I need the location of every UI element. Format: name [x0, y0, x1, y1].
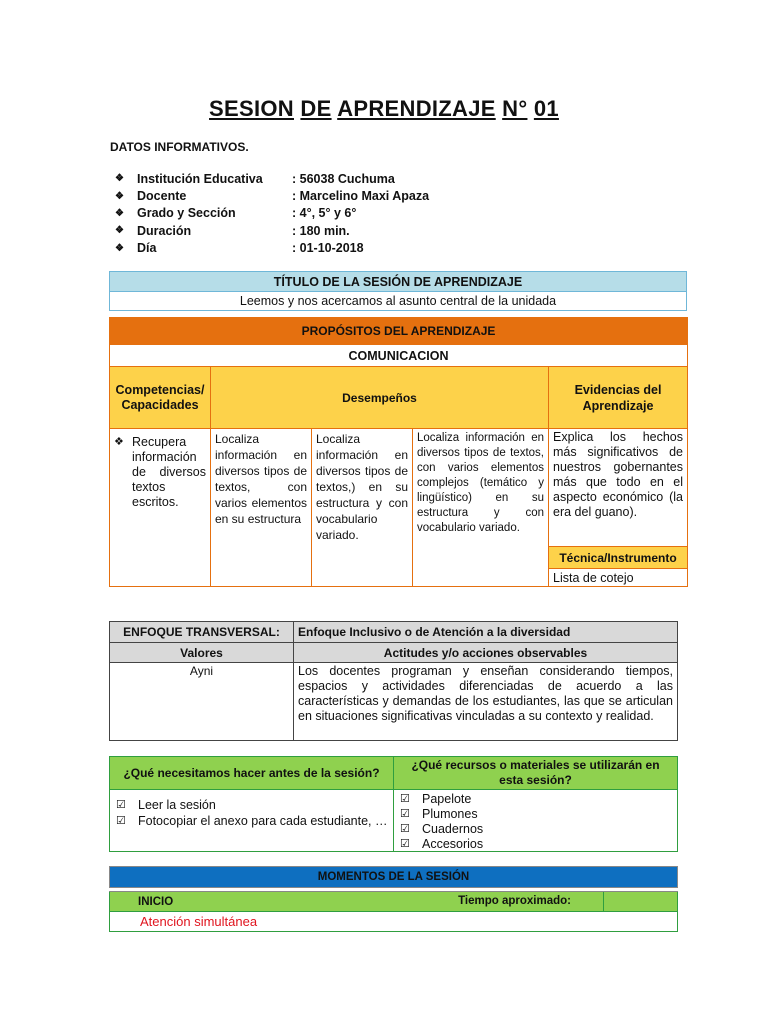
- enfoque-label: ENFOQUE TRANSVERSAL:: [110, 622, 294, 643]
- info-label: Día: [137, 241, 157, 256]
- tiempo-value: [604, 892, 678, 912]
- titulo-sesion-text: Leemos y nos acercamos al asunto central de la unidada: [110, 292, 687, 311]
- diamond-bullet-icon: ❖: [115, 225, 124, 237]
- info-row: [115, 205, 429, 222]
- inicio-row: [110, 892, 604, 912]
- valor-cell: Ayni: [110, 663, 294, 741]
- info-value: : 56038 Cuchuma: [292, 171, 395, 186]
- atencion-text: Atención simultánea: [110, 912, 678, 932]
- col-desempenos: Desempeños: [211, 367, 549, 429]
- info-label: Docente: [137, 189, 187, 204]
- list-item: [116, 814, 389, 828]
- info-value: : 180 min.: [292, 223, 350, 238]
- inicio-label: INICIO: [138, 895, 174, 908]
- diamond-bullet-icon: ❖: [114, 436, 124, 448]
- momentos-header: MOMENTOS DE LA SESIÓN: [110, 867, 678, 888]
- checkbox-icon: ☑: [400, 823, 410, 835]
- preparacion-table: [109, 756, 678, 852]
- enfoque-table: [109, 621, 678, 741]
- recurso-text: Plumones: [422, 807, 478, 821]
- page-title: [0, 96, 768, 122]
- recurso-text: Papelote: [422, 792, 472, 806]
- checkbox-icon: ☑: [400, 808, 410, 820]
- title-word: DE: [300, 96, 332, 121]
- col-evidencias: Evidencias del Aprendizaje: [549, 367, 688, 429]
- instrumento-cell: Lista de cotejo: [549, 569, 688, 587]
- info-value: : 4°, 5° y 6°: [292, 206, 357, 221]
- tiempo-label: Tiempo aproximado:: [458, 895, 571, 907]
- list-item: [400, 792, 673, 806]
- antes-text: Leer la sesión: [138, 798, 216, 812]
- momentos-table: [109, 866, 678, 932]
- recurso-text: Accesorios: [422, 837, 484, 851]
- desempeno-cell: Localiza información en diversos tipos de textos, con varios elementos complejos (temático y lingüístico) en su estructura y con vocabulario variado.: [413, 429, 549, 587]
- desempeno-cell: Localiza información en diversos tipos de textos, con varios elementos en su estructura: [211, 429, 312, 587]
- diamond-bullet-icon: ❖: [115, 173, 124, 185]
- info-value: : 01-10-2018: [292, 241, 364, 256]
- info-list: [115, 170, 429, 257]
- antes-text: Fotocopiar el anexo para cada estudiante, …: [138, 814, 388, 828]
- antes-cell: [110, 790, 394, 852]
- titulo-sesion-table: [109, 271, 687, 311]
- enfoque-value: Enfoque Inclusivo o de Atención a la diversidad: [294, 622, 678, 643]
- recursos-cell: [394, 790, 678, 852]
- list-item: [116, 798, 389, 812]
- recurso-text: Cuadernos: [422, 822, 484, 836]
- evidencia-cell: Explica los hechos más significativos de nuestros gobernantes más que todo en el aspecto económico (la era del guano).: [549, 429, 688, 547]
- list-item: [400, 837, 673, 851]
- list-item: [400, 822, 673, 836]
- diamond-bullet-icon: ❖: [115, 190, 124, 202]
- checkbox-icon: ☑: [116, 815, 126, 827]
- info-row: [115, 240, 429, 257]
- info-label: Institución Educativa: [137, 171, 263, 186]
- actitud-cell: Los docentes programan y enseñan considerando tiempos, espacios y actividades diferenciadas de acuerdo a las características y demandas de los estudiantes, las que se articulan en situaciones significativas vinculadas a su contexto y realidad.: [294, 663, 678, 741]
- col-valores: Valores: [110, 643, 294, 663]
- diamond-bullet-icon: ❖: [115, 207, 124, 219]
- title-word: APRENDIZAJE: [337, 96, 496, 121]
- col-actitudes: Actitudes y/o acciones observables: [294, 643, 678, 663]
- title-word: SESION: [209, 96, 294, 121]
- info-row: [115, 170, 429, 187]
- col-recursos: ¿Qué recursos o materiales se utilizarán en esta sesión?: [394, 757, 678, 790]
- titulo-sesion-header: TÍTULO DE LA SESIÓN DE APRENDIZAJE: [110, 272, 687, 292]
- info-label: Duración: [137, 223, 192, 238]
- col-antes: ¿Qué necesitamos hacer antes de la sesión?: [110, 757, 394, 790]
- propositos-header: PROPÓSITOS DEL APRENDIZAJE: [110, 318, 688, 345]
- info-row: [115, 187, 429, 204]
- diamond-bullet-icon: ❖: [115, 242, 124, 254]
- info-label: Grado y Sección: [137, 206, 236, 221]
- col-competencias: Competencias/ Capacidades: [110, 367, 211, 429]
- info-value: : Marcelino Maxi Apaza: [292, 189, 430, 204]
- title-word: N°: [502, 96, 528, 121]
- capacidad-cell: [110, 429, 211, 587]
- capacidad-text: Recupera información de diversos textos escritos.: [132, 435, 206, 509]
- title-word: 01: [533, 96, 559, 121]
- list-item: [400, 807, 673, 821]
- area-name: COMUNICACION: [110, 345, 688, 367]
- checkbox-icon: ☑: [400, 838, 410, 850]
- datos-heading: DATOS INFORMATIVOS.: [110, 140, 249, 154]
- desempeno-cell: Localiza información en diversos tipos de textos,) en su estructura y con vocabulario variado.: [312, 429, 413, 587]
- checkbox-icon: ☑: [400, 793, 410, 805]
- info-row: [115, 222, 429, 239]
- checkbox-icon: ☑: [116, 799, 126, 811]
- tecnica-header: Técnica/Instrumento: [549, 547, 688, 569]
- propositos-table: [109, 317, 688, 587]
